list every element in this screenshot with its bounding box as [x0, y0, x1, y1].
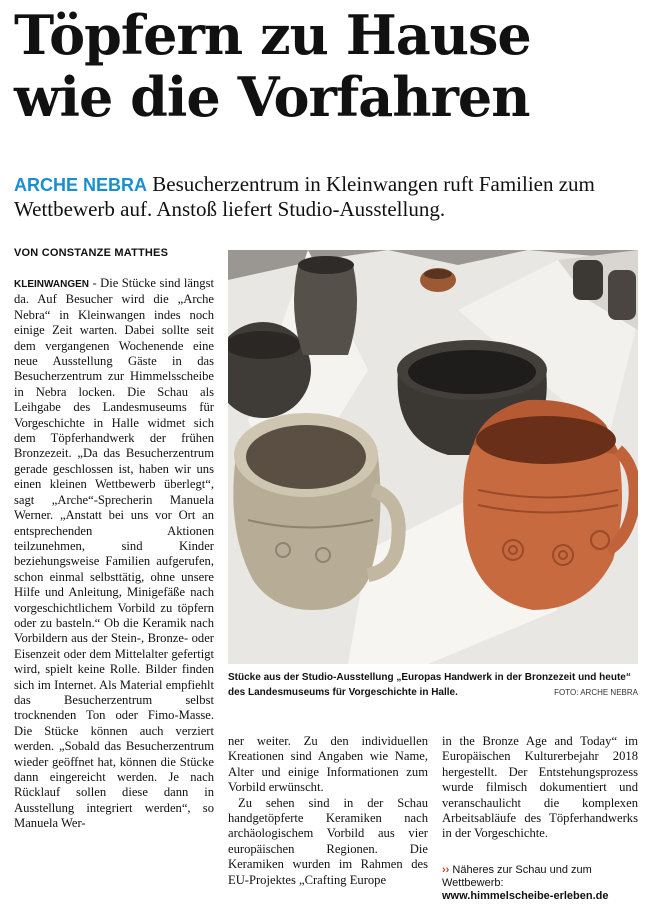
paragraph: Zu sehen sind in der Schau handgetöpferte Keramiken nach archäologischem Vorbild aus vier europäischen Regionen. Die Keramiken wurden im Rahmen des EU-Projektes „Crafting Europe — [228, 795, 428, 887]
article-column-3 — [442, 734, 638, 842]
info-box — [442, 864, 638, 903]
paragraph: ner weiter. Zu den individuellen Kreationen sind Angaben wie Name, Alter und einige Informationen zum Vorbild erwünscht. — [228, 734, 428, 795]
photo-credit: FOTO: ARCHE NEBRA — [554, 688, 638, 697]
kicker: ARCHE NEBRA — [14, 175, 148, 195]
paragraph — [14, 276, 214, 832]
dateline: KLEINWANGEN — [14, 279, 89, 290]
paragraph-text: - Die Stücke sind längst da. Auf Besucher wird die „Arche Nebra“ in Kleinwangen indes noch einige Zeit warten. Dabei sollte seit dem vergangenen Wochenende eine neue Ausstellung Gäste in das Besucherzentrum zur Himmelsscheibe in Nebra locken. Die Schau als Leihgabe des Landesmuseums für Vorgeschichte in Halle widmet sich dem Töpferhandwerk der frühen Bronzezeit. „Da das Besucherzentrum gerade geschlossen ist, haben wir uns einen kleinen Wettbewerb überlegt“, sagt „Arche“-Sprecherin Manuela Werner. „Anstatt bei uns vor Ort an entsprechenden Aktionen teilzunehmen, sind Kinder beziehungsweise Familien aufgerufen, schon einmal selbsttätig, ohne unsere Hilfe und Anleitung, Minigefäße nach vorgeschichtlichem Vorbild zu töpfern oder zu basteln.“ Ob die Keramik nach Vorbildern aus der Stein-, Bronze- oder Eisenzeit oder dem Mittelalter gefertigt wird, spielt keine Rolle. Bilder finden sich im Internet. Als Material empfiehlt das Besucherzentrum selbst trocknenden Ton oder Fimo-Masse. Die Stücke können auch verziert werden. „Sobald das Besucherzentrum wieder geöffnet hat, können die Stücke dann eingereicht werden. Je nach Rücklauf sollen diese dann in Ausstellung integriert werden“, so Manuela Wer- — [14, 276, 214, 831]
article-column-2 — [228, 734, 428, 888]
byline: VON CONSTANZE MATTHES — [14, 247, 169, 259]
double-chevron-icon: ›› — [442, 864, 450, 876]
subheadline — [14, 172, 634, 221]
headline: Töpfern zu Hause wie die Vorfahren — [14, 3, 531, 129]
article-column-1 — [14, 276, 214, 832]
photo-caption: Stücke aus der Studio-Ausstellung „Europas Handwerk in der Bronzezeit und heute“ des Landesmuseums für Vorgeschichte in Halle. — [228, 672, 631, 698]
subhead-text: Besucherzentrum in Kleinwangen ruft Familien zum Wettbewerb auf. Anstoß liefert Studio-Ausstellung. — [14, 172, 595, 221]
info-text: Näheres zur Schau und zum Wettbewerb: — [442, 864, 592, 889]
pottery-photo-illustration — [228, 250, 638, 664]
paragraph: in the Bronze Age and Today“ im Europäischen Kulturerbejahr 2018 hergestellt. Der Entstehungsprozess wurde filmisch dokumentiert und veranschaulicht die komplexen Arbeitsabläufe des Töpferhandwerks in der Vorgeschichte. — [442, 734, 638, 841]
website-link[interactable]: www.himmelscheibe-erleben.de — [442, 890, 609, 902]
article-photo — [228, 250, 638, 664]
